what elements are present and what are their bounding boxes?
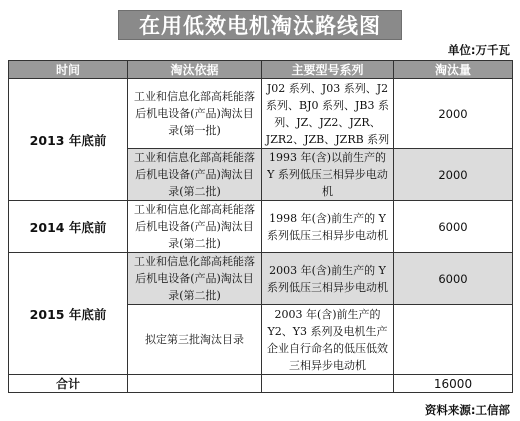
table-row bbox=[9, 253, 513, 305]
amount-cell: 6000 bbox=[394, 253, 513, 305]
amount-cell: 2000 bbox=[394, 79, 513, 149]
header-time: 时间 bbox=[9, 61, 128, 79]
series-cell: 2003 年(含)前生产的 Y2、Y3 系列及电机生产企业自行命名的低压低效三相异步电动机 bbox=[262, 305, 394, 375]
total-blank-cell bbox=[262, 375, 394, 393]
table-row bbox=[9, 201, 513, 253]
total-row bbox=[9, 375, 513, 393]
total-label: 合计 bbox=[9, 375, 128, 393]
source-label: 资料来源:工信部 bbox=[424, 403, 510, 417]
page-title: 在用低效电机淘汰路线图 bbox=[118, 10, 402, 40]
basis-cell: 工业和信息化部高耗能落后机电设备(产品)淘汰目录(第二批) bbox=[128, 201, 262, 253]
time-cell-2013: 2013 年底前 bbox=[9, 79, 128, 201]
series-cell: 2003 年(含)前生产的 Y 系列低压三相异步电动机 bbox=[262, 253, 394, 305]
series-cell: J02 系列、J03 系列、J2 系列、BJ0 系列、JB3 系列、JZ、JZ2、JZR、JZR2、JZB、JZRB 系列 bbox=[262, 79, 394, 149]
phase-out-table bbox=[8, 60, 513, 393]
header-basis: 淘汰依据 bbox=[128, 61, 262, 79]
total-amount: 16000 bbox=[394, 375, 513, 393]
basis-cell: 工业和信息化部高耗能落后机电设备(产品)淘汰目录(第二批) bbox=[128, 253, 262, 305]
basis-cell: 拟定第三批淘汰目录 bbox=[128, 305, 262, 375]
header-amount: 淘汰量 bbox=[394, 61, 513, 79]
amount-cell: 6000 bbox=[394, 201, 513, 253]
time-cell-2015: 2015 年底前 bbox=[9, 253, 128, 375]
basis-cell: 工业和信息化部高耗能落后机电设备(产品)淘汰目录(第一批) bbox=[128, 79, 262, 149]
time-cell-2014: 2014 年底前 bbox=[9, 201, 128, 253]
header-series: 主要型号系列 bbox=[262, 61, 394, 79]
unit-label: 单位:万千瓦 bbox=[447, 43, 510, 57]
total-blank-cell bbox=[128, 375, 262, 393]
series-cell: 1993 年(含)以前生产的 Y 系列低压三相异步电动机 bbox=[262, 149, 394, 201]
amount-cell bbox=[394, 305, 513, 375]
basis-cell: 工业和信息化部高耗能落后机电设备(产品)淘汰目录(第二批) bbox=[128, 149, 262, 201]
amount-cell: 2000 bbox=[394, 149, 513, 201]
series-cell: 1998 年(含)前生产的 Y 系列低压三相异步电动机 bbox=[262, 201, 394, 253]
table-header-row bbox=[9, 61, 513, 79]
table-row bbox=[9, 79, 513, 149]
